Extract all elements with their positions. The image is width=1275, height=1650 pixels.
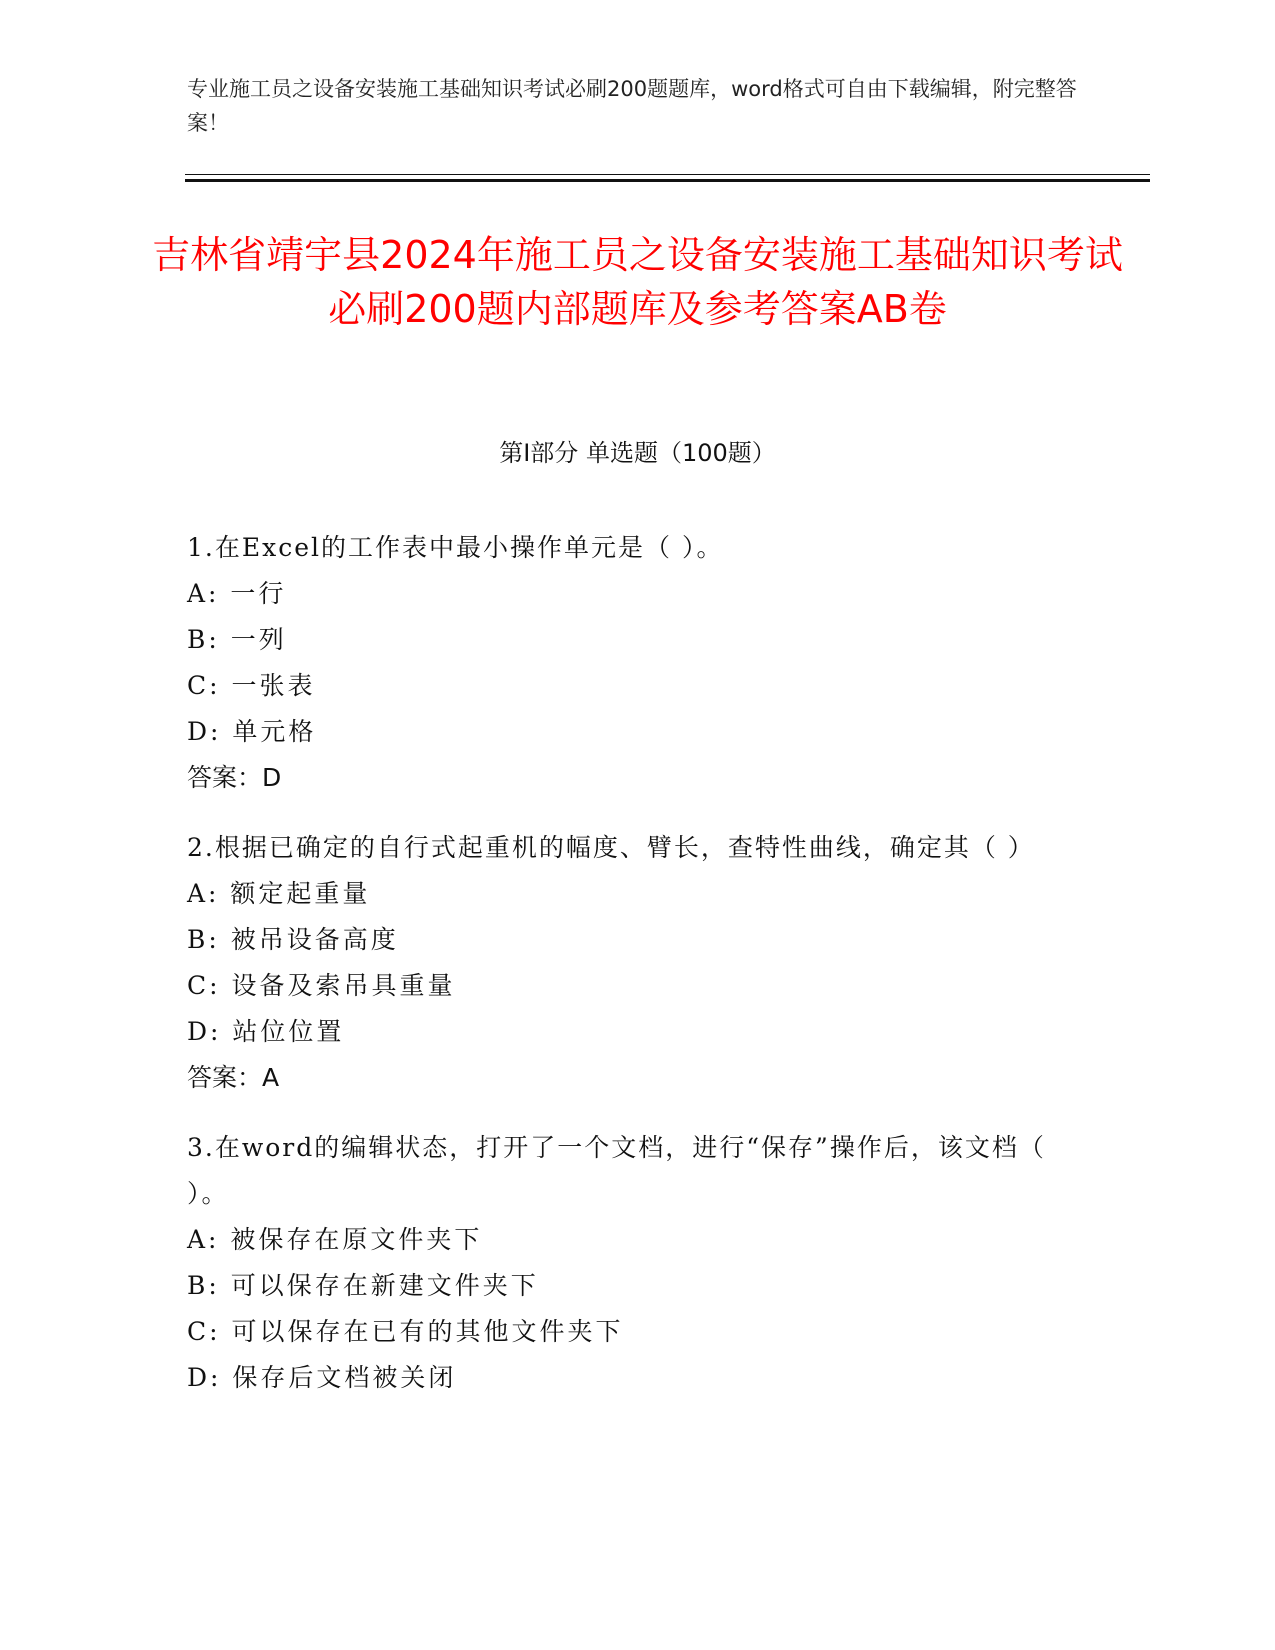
question-stem: 3.在word的编辑状态，打开了一个文档，进行“保存”操作后，该文档（ ）。 [187, 1133, 1046, 1208]
header-divider-thin [185, 174, 1150, 175]
option-b: B: 可以保存在新建文件夹下 [187, 1271, 539, 1300]
section-heading: 第Ⅰ部分 单选题（100题） [499, 439, 776, 467]
header-note: 专业施工员之设备安装施工基础知识考试必刷200题题库，word格式可自由下载编辑，附完整答案！ [187, 77, 1077, 135]
option-d: D: 保存后文档被关闭 [187, 1363, 457, 1392]
option-c: C: 可以保存在已有的其他文件夹下 [187, 1317, 624, 1346]
option-d: D: 单元格 [187, 717, 317, 746]
header-divider-thick [185, 179, 1150, 182]
option-c: C: 一张表 [187, 671, 316, 700]
option-a: A: 额定起重量 [187, 879, 371, 908]
option-a: A: 一行 [187, 579, 287, 608]
document-title: 吉林省靖宇县2024年施工员之设备安装施工基础知识考试必刷200题内部题库及参考答案AB卷 [152, 233, 1123, 331]
answer: 答案：D [187, 763, 282, 792]
question-1 [187, 525, 1067, 801]
answer: 答案：A [187, 1063, 280, 1092]
option-d: D: 站位位置 [187, 1017, 345, 1046]
question-list [187, 525, 1067, 1425]
option-b: B: 一列 [187, 625, 287, 654]
option-c: C: 设备及索吊具重量 [187, 971, 456, 1000]
option-a: A: 被保存在原文件夹下 [187, 1225, 483, 1254]
question-stem: 1.在Excel的工作表中最小操作单元是（ ）。 [187, 533, 724, 562]
question-2 [187, 825, 1067, 1101]
option-b: B: 被吊设备高度 [187, 925, 399, 954]
question-3 [187, 1125, 1067, 1401]
question-stem: 2.根据已确定的自行式起重机的幅度、臂长，查特性曲线，确定其（ ） [187, 833, 1035, 862]
